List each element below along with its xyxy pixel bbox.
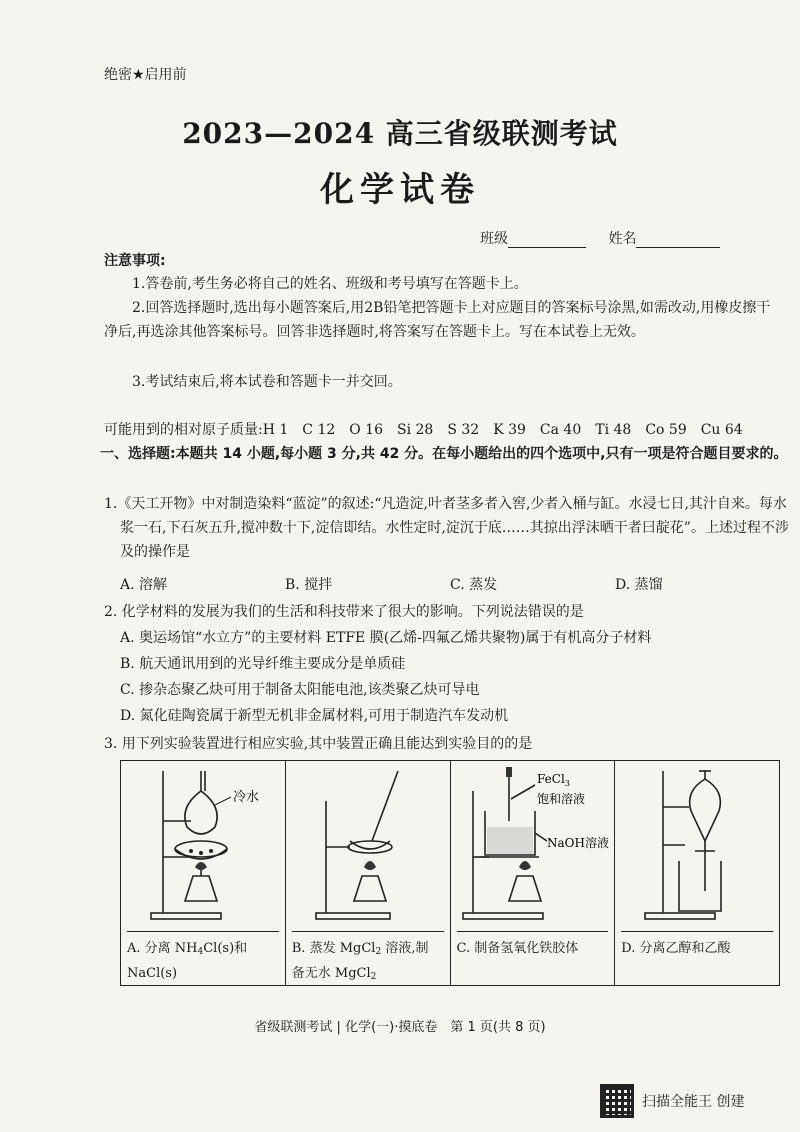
name-blank bbox=[636, 233, 720, 248]
apparatus-b bbox=[286, 761, 451, 985]
colloid-apparatus-diagram bbox=[451, 761, 615, 931]
section-heading: 一、选择题:本题共 14 小题,每小题 3 分,共 42 分。在每小题给出的四个选项中,只有一项是符合题目要求的。 bbox=[100, 446, 788, 462]
notice-item: 1.答卷前,考生务必将自己的姓名、班级和考号填写在答题卡上。 bbox=[132, 276, 528, 292]
option-c: C. 蒸发 bbox=[450, 577, 498, 593]
caption-a: A. 分离 $NH_4Cl(s)$和 NaCl(s) bbox=[127, 931, 279, 986]
page-footer: 省级联测考试 | 化学(一)·摸底卷 第 1 页(共 8 页) bbox=[254, 1020, 546, 1035]
option-d: D. 蒸馏 bbox=[615, 577, 663, 593]
atomic-masses: 可能用到的相对原子质量:H 1 C 12 O 16 Si 28 S 32 K 39 Ca 40 Ti 48 Co 59 Cu 64 bbox=[104, 422, 743, 438]
option-a: A. 奥运场馆“水立方”的主要材料 ETFE 膜(乙烯-四氟乙烯共聚物)属于有机高分子材料 bbox=[120, 630, 652, 646]
evaporation-apparatus-diagram bbox=[286, 761, 450, 931]
question-1-stem: 1.《天工开物》中对制造染料“蓝淀”的叙述:“凡造淀,叶者茎多者入窖,少者入桶与缸。水浸七日,其汁自来。每水浆一石,下石灰五升,搅冲数十下,淀信即结。水性定时,淀沉于底……其掠出浮沫晒干者曰靛花”。上述过程不涉及的操作是 bbox=[104, 496, 789, 560]
option-a: A. 溶解 bbox=[120, 577, 168, 593]
fecl3-label: FeCl bbox=[536, 772, 565, 786]
notice-item: 2.回答选择题时,选出每小题答案后,用2B铅笔把答题卡上对应题目的答案标号涂黑,如需改动,用橡皮擦干净后,再选涂其他答案标号。回答非选择题时,将答案写在答题卡上。写在本试卷上无效。 bbox=[104, 300, 771, 340]
secret-label: 绝密★启用前 bbox=[104, 67, 187, 83]
caption-c: C. 制备氢氧化铁胶体 bbox=[457, 931, 609, 986]
name-label: 姓名 bbox=[608, 231, 637, 247]
exam-title: 2023—2024 高三省级联测考试 bbox=[182, 117, 618, 150]
brand-text: 扫描全能王 创建 bbox=[642, 1094, 745, 1110]
scanner-watermark bbox=[600, 1084, 744, 1118]
caption-b: B. 蒸发 MgCl$_2$ 溶液,制 备无水 MgCl$_2$ bbox=[292, 931, 444, 986]
student-fields bbox=[480, 228, 720, 248]
cold-water-label: 冷水 bbox=[233, 790, 260, 805]
apparatus-a bbox=[121, 761, 286, 985]
apparatus-d bbox=[615, 761, 779, 985]
separatory-funnel-diagram bbox=[615, 761, 779, 931]
option-b: B. 搅拌 bbox=[285, 577, 333, 593]
apparatus-c bbox=[451, 761, 616, 985]
option-d: D. 氮化硅陶瓷属于新型无机非金属材料,可用于制造汽车发动机 bbox=[120, 708, 509, 724]
qr-code-icon bbox=[600, 1084, 634, 1118]
class-label: 班级 bbox=[480, 231, 508, 247]
notice-heading: 注意事项: bbox=[104, 253, 166, 269]
subject-title: 化学试卷 bbox=[320, 170, 480, 210]
question-1-options bbox=[120, 574, 780, 594]
question-3-stem: 3. 用下列实验装置进行相应实验,其中装置正确且能达到实验目的的是 bbox=[104, 736, 533, 752]
sublimation-apparatus-diagram bbox=[121, 761, 285, 931]
caption-d: D. 分离乙醇和乙酸 bbox=[621, 931, 773, 986]
option-c: C. 掺杂态聚乙炔可用于制备太阳能电池,该类聚乙炔可导电 bbox=[120, 682, 480, 698]
option-b: B. 航天通讯用到的光导纤维主要成分是单质硅 bbox=[120, 656, 406, 672]
notice-item: 3.考试结束后,将本试卷和答题卡一并交回。 bbox=[132, 374, 402, 390]
apparatus-table bbox=[120, 760, 780, 986]
naoh-label: NaOH溶液 bbox=[546, 836, 609, 850]
saturated-solution-label: 饱和溶液 bbox=[536, 792, 585, 806]
svg-text:FeCl3: FeCl$_3$ bbox=[536, 772, 570, 788]
class-blank bbox=[508, 233, 586, 248]
question-2-stem: 2. 化学材料的发展为我们的生活和科技带来了很大的影响。下列说法错误的是 bbox=[104, 604, 584, 620]
